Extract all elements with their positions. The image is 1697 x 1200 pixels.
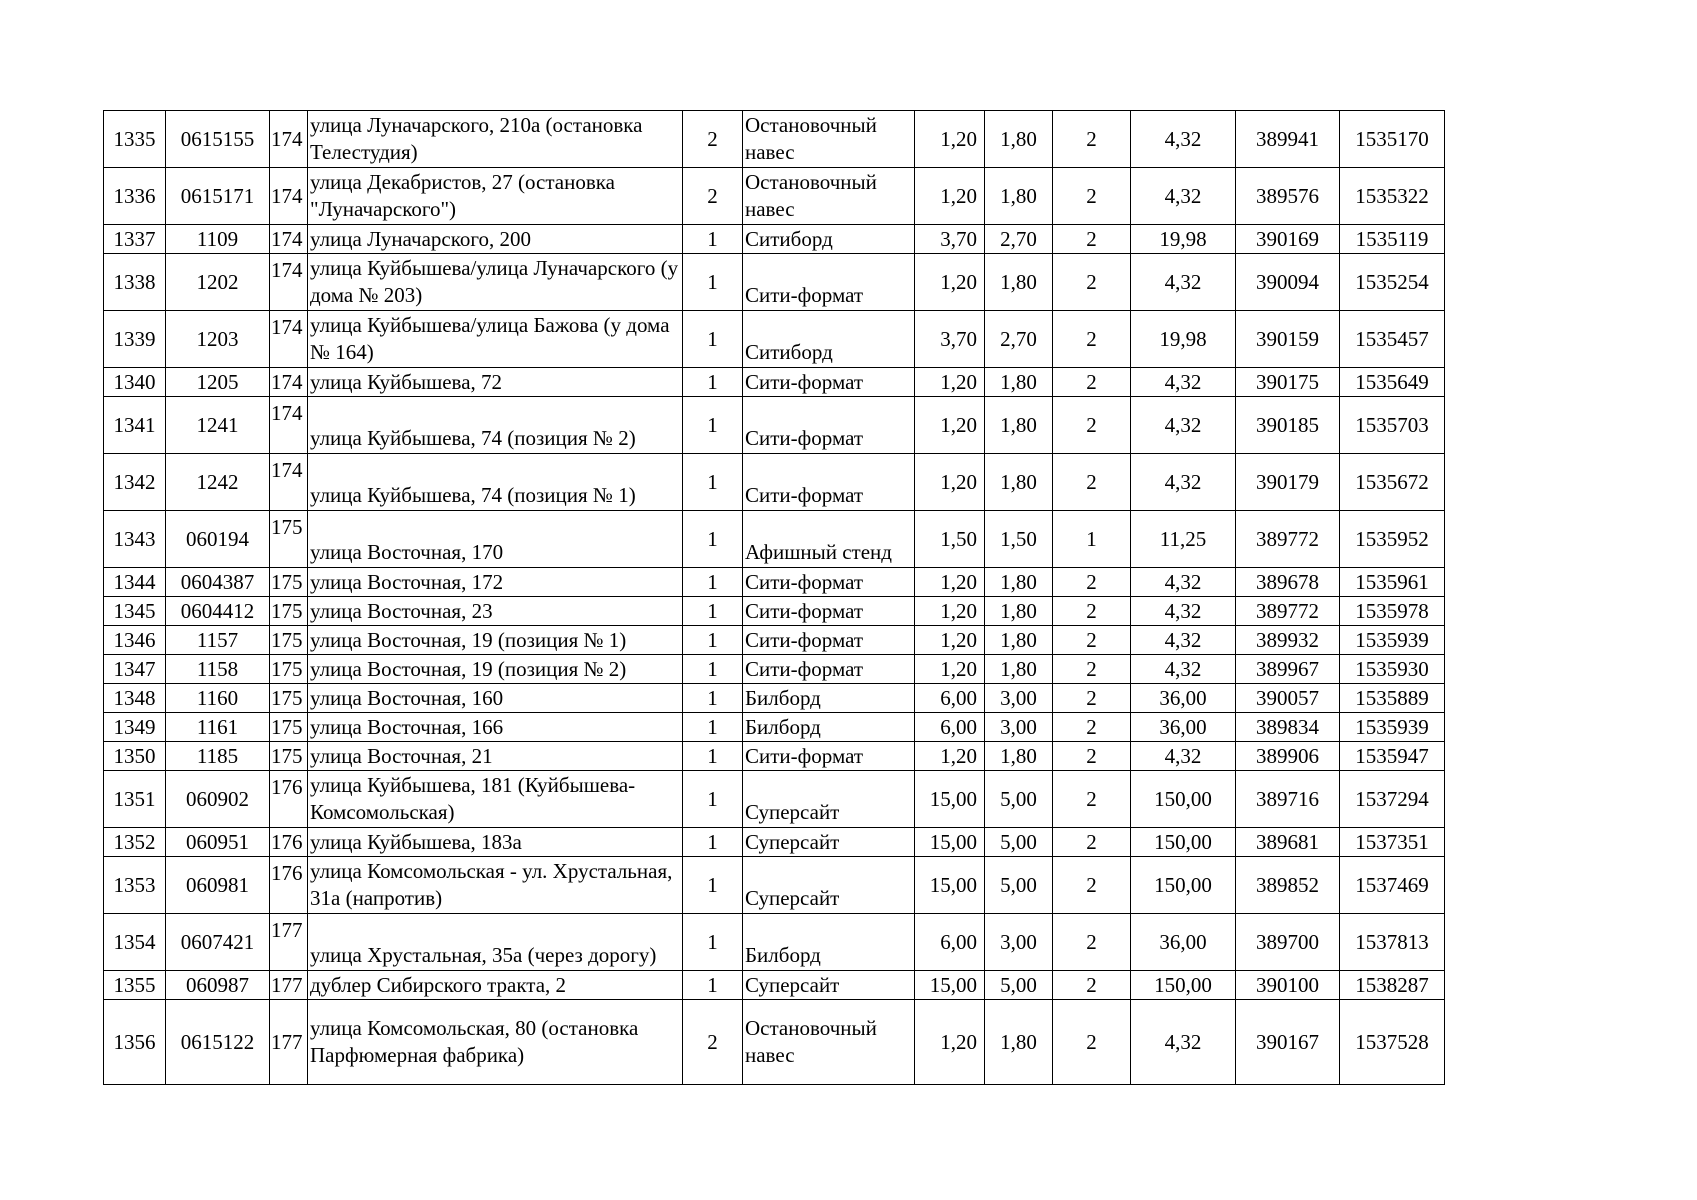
coord-y: 1535961 — [1340, 568, 1445, 597]
object-id: 1160 — [166, 684, 270, 713]
sides: 2 — [1053, 857, 1131, 914]
count: 1 — [683, 597, 743, 626]
zone-code: 175 — [270, 742, 308, 771]
count: 1 — [683, 684, 743, 713]
object-id: 1157 — [166, 626, 270, 655]
zone-code: 174 — [270, 368, 308, 397]
table-row — [104, 368, 1445, 397]
coord-x: 389681 — [1236, 828, 1340, 857]
row-number: 1353 — [104, 857, 166, 914]
area: 36,00 — [1131, 914, 1236, 971]
height: 3,00 — [985, 684, 1053, 713]
sides: 2 — [1053, 713, 1131, 742]
coord-x: 389941 — [1236, 111, 1340, 168]
row-number: 1346 — [104, 626, 166, 655]
table-row — [104, 311, 1445, 368]
width: 1,20 — [915, 568, 985, 597]
coord-x: 389834 — [1236, 713, 1340, 742]
structure-type: Сити-формат — [743, 597, 915, 626]
row-number: 1349 — [104, 713, 166, 742]
coord-x: 389906 — [1236, 742, 1340, 771]
sides: 1 — [1053, 511, 1131, 568]
height: 1,50 — [985, 511, 1053, 568]
address: улица Луначарского, 200 — [308, 225, 683, 254]
width: 1,20 — [915, 626, 985, 655]
structure-type: Билборд — [743, 684, 915, 713]
object-id: 1242 — [166, 454, 270, 511]
structure-type: Сити-формат — [743, 397, 915, 454]
zone-code: 174 — [270, 311, 308, 368]
height: 1,80 — [985, 397, 1053, 454]
structure-type: Остановочный навес — [743, 168, 915, 225]
width: 15,00 — [915, 771, 985, 828]
address: улица Восточная, 170 — [308, 511, 683, 568]
height: 5,00 — [985, 771, 1053, 828]
object-id: 1205 — [166, 368, 270, 397]
object-id: 1203 — [166, 311, 270, 368]
coord-y: 1535939 — [1340, 713, 1445, 742]
zone-code: 177 — [270, 971, 308, 1000]
width: 6,00 — [915, 713, 985, 742]
width: 1,20 — [915, 1000, 985, 1085]
area: 4,32 — [1131, 168, 1236, 225]
table-row — [104, 397, 1445, 454]
width: 15,00 — [915, 971, 985, 1000]
row-number: 1347 — [104, 655, 166, 684]
zone-code: 174 — [270, 397, 308, 454]
coord-y: 1535939 — [1340, 626, 1445, 655]
area: 4,32 — [1131, 368, 1236, 397]
height: 1,80 — [985, 168, 1053, 225]
area: 4,32 — [1131, 626, 1236, 655]
structure-type: Суперсайт — [743, 771, 915, 828]
area: 4,32 — [1131, 397, 1236, 454]
object-id: 0604412 — [166, 597, 270, 626]
address: улица Восточная, 172 — [308, 568, 683, 597]
coord-y: 1535170 — [1340, 111, 1445, 168]
area: 4,32 — [1131, 597, 1236, 626]
width: 3,70 — [915, 311, 985, 368]
count: 1 — [683, 454, 743, 511]
zone-code: 176 — [270, 771, 308, 828]
area: 150,00 — [1131, 971, 1236, 1000]
coord-y: 1535703 — [1340, 397, 1445, 454]
structure-type: Сити-формат — [743, 568, 915, 597]
zone-code: 175 — [270, 597, 308, 626]
sides: 2 — [1053, 1000, 1131, 1085]
height: 3,00 — [985, 713, 1053, 742]
area: 150,00 — [1131, 828, 1236, 857]
count: 2 — [683, 1000, 743, 1085]
count: 1 — [683, 368, 743, 397]
address: улица Куйбышева, 181 (Куйбышева-Комсомольская) — [308, 771, 683, 828]
width: 3,70 — [915, 225, 985, 254]
address: улица Куйбышева/улица Бажова (у дома № 164) — [308, 311, 683, 368]
coord-y: 1535119 — [1340, 225, 1445, 254]
coord-x: 389716 — [1236, 771, 1340, 828]
address: улица Декабристов, 27 (остановка "Луначарского") — [308, 168, 683, 225]
count: 1 — [683, 568, 743, 597]
table-row — [104, 684, 1445, 713]
area: 11,25 — [1131, 511, 1236, 568]
coord-y: 1535672 — [1340, 454, 1445, 511]
address: улица Комсомольская - ул. Хрустальная, 31а (напротив) — [308, 857, 683, 914]
coord-x: 390167 — [1236, 1000, 1340, 1085]
object-id: 1109 — [166, 225, 270, 254]
address: улица Восточная, 166 — [308, 713, 683, 742]
table-row — [104, 111, 1445, 168]
coord-x: 389700 — [1236, 914, 1340, 971]
table-body — [104, 111, 1445, 1085]
table-row — [104, 626, 1445, 655]
height: 1,80 — [985, 597, 1053, 626]
coord-x: 389772 — [1236, 511, 1340, 568]
zone-code: 176 — [270, 857, 308, 914]
coord-y: 1537294 — [1340, 771, 1445, 828]
row-number: 1350 — [104, 742, 166, 771]
width: 1,20 — [915, 597, 985, 626]
row-number: 1340 — [104, 368, 166, 397]
height: 1,80 — [985, 111, 1053, 168]
coord-y: 1535457 — [1340, 311, 1445, 368]
row-number: 1343 — [104, 511, 166, 568]
zone-code: 174 — [270, 111, 308, 168]
sides: 2 — [1053, 742, 1131, 771]
area: 4,32 — [1131, 655, 1236, 684]
object-id: 0615171 — [166, 168, 270, 225]
address: улица Восточная, 19 (позиция № 2) — [308, 655, 683, 684]
row-number: 1335 — [104, 111, 166, 168]
width: 1,50 — [915, 511, 985, 568]
zone-code: 175 — [270, 626, 308, 655]
object-id: 1158 — [166, 655, 270, 684]
object-id: 060987 — [166, 971, 270, 1000]
object-id: 1202 — [166, 254, 270, 311]
area: 150,00 — [1131, 857, 1236, 914]
coord-y: 1535978 — [1340, 597, 1445, 626]
structure-type: Ситиборд — [743, 311, 915, 368]
coord-x: 390094 — [1236, 254, 1340, 311]
area: 4,32 — [1131, 454, 1236, 511]
count: 1 — [683, 742, 743, 771]
row-number: 1338 — [104, 254, 166, 311]
zone-code: 174 — [270, 254, 308, 311]
sides: 2 — [1053, 168, 1131, 225]
sides: 2 — [1053, 828, 1131, 857]
table-row — [104, 168, 1445, 225]
height: 1,80 — [985, 655, 1053, 684]
coord-x: 389852 — [1236, 857, 1340, 914]
width: 15,00 — [915, 857, 985, 914]
structure-type: Суперсайт — [743, 828, 915, 857]
structure-type: Остановочный навес — [743, 1000, 915, 1085]
area: 19,98 — [1131, 311, 1236, 368]
area: 4,32 — [1131, 111, 1236, 168]
width: 1,20 — [915, 397, 985, 454]
object-id: 060951 — [166, 828, 270, 857]
coord-x: 390100 — [1236, 971, 1340, 1000]
width: 1,20 — [915, 742, 985, 771]
address: улица Куйбышева, 74 (позиция № 1) — [308, 454, 683, 511]
height: 3,00 — [985, 914, 1053, 971]
sides: 2 — [1053, 111, 1131, 168]
structure-type: Сити-формат — [743, 626, 915, 655]
coord-y: 1537351 — [1340, 828, 1445, 857]
width: 6,00 — [915, 684, 985, 713]
table-row — [104, 454, 1445, 511]
table-row — [104, 742, 1445, 771]
coord-y: 1535649 — [1340, 368, 1445, 397]
width: 1,20 — [915, 254, 985, 311]
coord-x: 390179 — [1236, 454, 1340, 511]
address: улица Восточная, 21 — [308, 742, 683, 771]
coord-y: 1538287 — [1340, 971, 1445, 1000]
zone-code: 175 — [270, 713, 308, 742]
row-number: 1339 — [104, 311, 166, 368]
count: 1 — [683, 713, 743, 742]
sides: 2 — [1053, 914, 1131, 971]
address: улица Восточная, 19 (позиция № 1) — [308, 626, 683, 655]
coord-x: 389967 — [1236, 655, 1340, 684]
height: 1,80 — [985, 1000, 1053, 1085]
count: 1 — [683, 857, 743, 914]
row-number: 1355 — [104, 971, 166, 1000]
structure-type: Ситиборд — [743, 225, 915, 254]
coord-y: 1535889 — [1340, 684, 1445, 713]
sides: 2 — [1053, 626, 1131, 655]
table-row — [104, 225, 1445, 254]
coord-y: 1535947 — [1340, 742, 1445, 771]
coord-y: 1537528 — [1340, 1000, 1445, 1085]
table-row — [104, 1000, 1445, 1085]
coord-x: 390175 — [1236, 368, 1340, 397]
width: 1,20 — [915, 368, 985, 397]
coord-x: 390169 — [1236, 225, 1340, 254]
count: 1 — [683, 971, 743, 1000]
sides: 2 — [1053, 597, 1131, 626]
width: 6,00 — [915, 914, 985, 971]
zone-code: 176 — [270, 828, 308, 857]
area: 150,00 — [1131, 771, 1236, 828]
object-id: 0604387 — [166, 568, 270, 597]
structure-type: Сити-формат — [743, 254, 915, 311]
coord-y: 1537469 — [1340, 857, 1445, 914]
count: 1 — [683, 626, 743, 655]
height: 5,00 — [985, 828, 1053, 857]
sides: 2 — [1053, 655, 1131, 684]
address: улица Комсомольская, 80 (остановка Парфюмерная фабрика) — [308, 1000, 683, 1085]
width: 1,20 — [915, 168, 985, 225]
area: 4,32 — [1131, 1000, 1236, 1085]
height: 1,80 — [985, 742, 1053, 771]
row-number: 1348 — [104, 684, 166, 713]
structure-type: Сити-формат — [743, 655, 915, 684]
table-row — [104, 971, 1445, 1000]
count: 2 — [683, 111, 743, 168]
object-id: 060981 — [166, 857, 270, 914]
area: 4,32 — [1131, 568, 1236, 597]
sides: 2 — [1053, 454, 1131, 511]
area: 36,00 — [1131, 684, 1236, 713]
width: 1,20 — [915, 655, 985, 684]
coord-y: 1537813 — [1340, 914, 1445, 971]
coord-x: 389576 — [1236, 168, 1340, 225]
table-row — [104, 914, 1445, 971]
structure-type: Сити-формат — [743, 368, 915, 397]
registry-table — [103, 110, 1445, 1085]
object-id: 0615155 — [166, 111, 270, 168]
table-row — [104, 568, 1445, 597]
row-number: 1352 — [104, 828, 166, 857]
row-number: 1345 — [104, 597, 166, 626]
count: 1 — [683, 828, 743, 857]
count: 1 — [683, 914, 743, 971]
row-number: 1337 — [104, 225, 166, 254]
coord-y: 1535322 — [1340, 168, 1445, 225]
object-id: 060902 — [166, 771, 270, 828]
coord-x: 390185 — [1236, 397, 1340, 454]
height: 1,80 — [985, 568, 1053, 597]
table-row — [104, 713, 1445, 742]
object-id: 0607421 — [166, 914, 270, 971]
address: улица Куйбышева, 74 (позиция № 2) — [308, 397, 683, 454]
row-number: 1344 — [104, 568, 166, 597]
zone-code: 175 — [270, 568, 308, 597]
address: улица Хрустальная, 35а (через дорогу) — [308, 914, 683, 971]
height: 1,80 — [985, 368, 1053, 397]
coord-y: 1535254 — [1340, 254, 1445, 311]
row-number: 1342 — [104, 454, 166, 511]
row-number: 1354 — [104, 914, 166, 971]
structure-type: Билборд — [743, 713, 915, 742]
coord-x: 389772 — [1236, 597, 1340, 626]
sides: 2 — [1053, 971, 1131, 1000]
count: 1 — [683, 511, 743, 568]
zone-code: 174 — [270, 225, 308, 254]
object-id: 1241 — [166, 397, 270, 454]
zone-code: 175 — [270, 655, 308, 684]
object-id: 1161 — [166, 713, 270, 742]
object-id: 060194 — [166, 511, 270, 568]
structure-type: Суперсайт — [743, 857, 915, 914]
area: 19,98 — [1131, 225, 1236, 254]
count: 1 — [683, 225, 743, 254]
height: 2,70 — [985, 311, 1053, 368]
table-row — [104, 254, 1445, 311]
structure-type: Билборд — [743, 914, 915, 971]
row-number: 1336 — [104, 168, 166, 225]
zone-code: 175 — [270, 511, 308, 568]
count: 1 — [683, 655, 743, 684]
address: улица Куйбышева, 72 — [308, 368, 683, 397]
row-number: 1341 — [104, 397, 166, 454]
height: 2,70 — [985, 225, 1053, 254]
address: улица Куйбышева/улица Луначарского (у дома № 203) — [308, 254, 683, 311]
area: 4,32 — [1131, 742, 1236, 771]
count: 2 — [683, 168, 743, 225]
width: 1,20 — [915, 111, 985, 168]
coord-x: 390159 — [1236, 311, 1340, 368]
structure-type: Суперсайт — [743, 971, 915, 1000]
structure-type: Сити-формат — [743, 454, 915, 511]
table-row — [104, 655, 1445, 684]
height: 1,80 — [985, 254, 1053, 311]
sides: 2 — [1053, 397, 1131, 454]
width: 1,20 — [915, 454, 985, 511]
coord-x: 389932 — [1236, 626, 1340, 655]
address: улица Восточная, 160 — [308, 684, 683, 713]
address: улица Луначарского, 210а (остановка Телестудия) — [308, 111, 683, 168]
table-row — [104, 828, 1445, 857]
sides: 2 — [1053, 311, 1131, 368]
area: 4,32 — [1131, 254, 1236, 311]
zone-code: 177 — [270, 1000, 308, 1085]
count: 1 — [683, 771, 743, 828]
sides: 2 — [1053, 568, 1131, 597]
object-id: 1185 — [166, 742, 270, 771]
row-number: 1351 — [104, 771, 166, 828]
address: дублер Сибирского тракта, 2 — [308, 971, 683, 1000]
coord-x: 389678 — [1236, 568, 1340, 597]
table-row — [104, 511, 1445, 568]
height: 1,80 — [985, 454, 1053, 511]
structure-type: Афишный стенд — [743, 511, 915, 568]
height: 5,00 — [985, 857, 1053, 914]
sides: 2 — [1053, 368, 1131, 397]
width: 15,00 — [915, 828, 985, 857]
zone-code: 174 — [270, 454, 308, 511]
zone-code: 177 — [270, 914, 308, 971]
table-row — [104, 771, 1445, 828]
table-row — [104, 857, 1445, 914]
address: улица Восточная, 23 — [308, 597, 683, 626]
address: улица Куйбышева, 183а — [308, 828, 683, 857]
count: 1 — [683, 311, 743, 368]
row-number: 1356 — [104, 1000, 166, 1085]
object-id: 0615122 — [166, 1000, 270, 1085]
area: 36,00 — [1131, 713, 1236, 742]
height: 1,80 — [985, 626, 1053, 655]
coord-x: 390057 — [1236, 684, 1340, 713]
coord-y: 1535952 — [1340, 511, 1445, 568]
sides: 2 — [1053, 254, 1131, 311]
sides: 2 — [1053, 225, 1131, 254]
sides: 2 — [1053, 771, 1131, 828]
coord-y: 1535930 — [1340, 655, 1445, 684]
height: 5,00 — [985, 971, 1053, 1000]
zone-code: 174 — [270, 168, 308, 225]
count: 1 — [683, 397, 743, 454]
count: 1 — [683, 254, 743, 311]
zone-code: 175 — [270, 684, 308, 713]
structure-type: Остановочный навес — [743, 111, 915, 168]
structure-type: Сити-формат — [743, 742, 915, 771]
table-row — [104, 597, 1445, 626]
sides: 2 — [1053, 684, 1131, 713]
